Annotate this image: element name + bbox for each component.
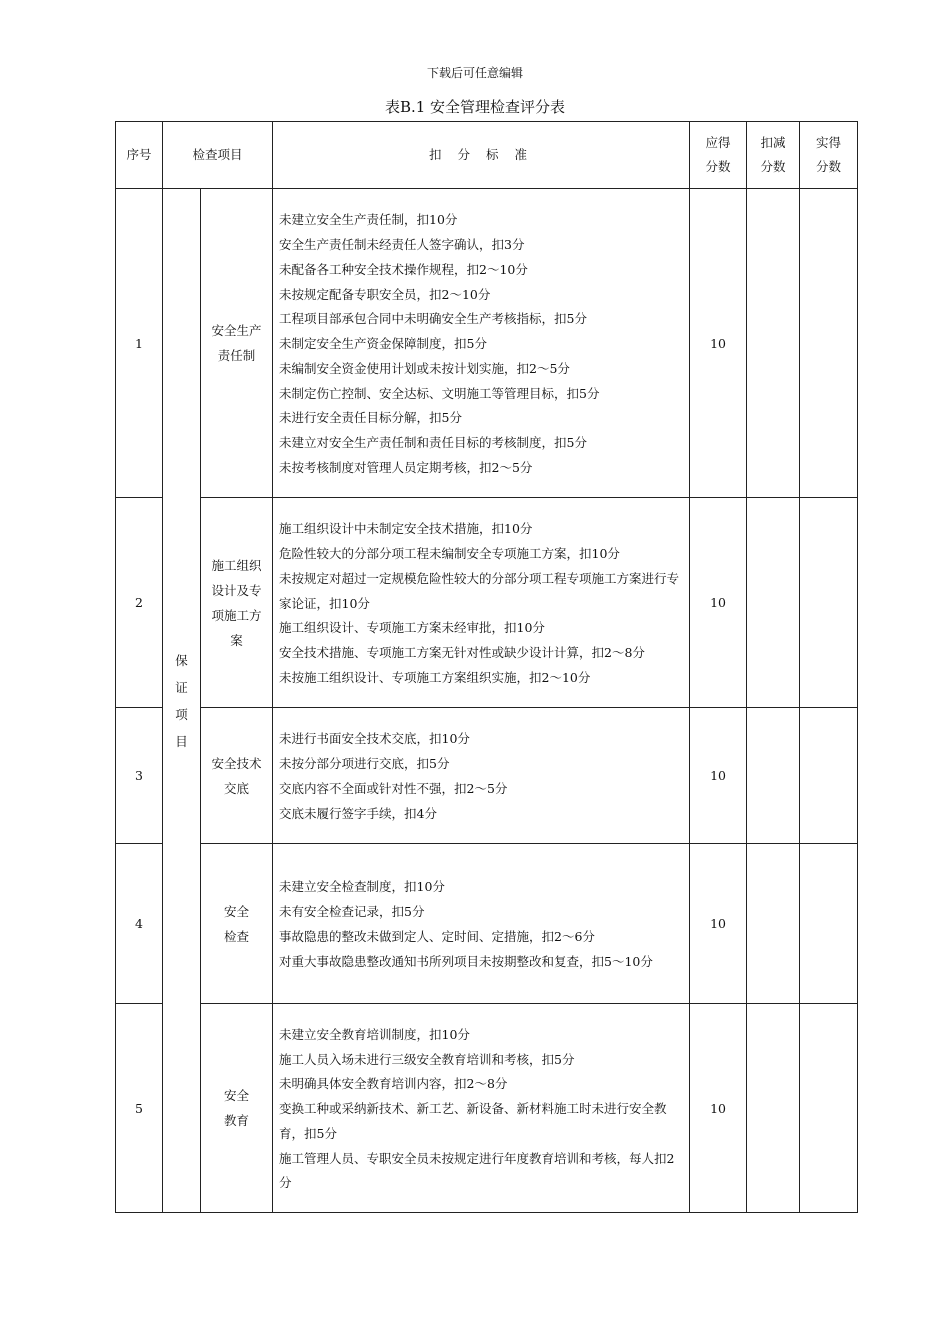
row-deduct-score[interactable]: [747, 498, 800, 708]
table-row: [116, 1004, 858, 1213]
criteria-line: 施工人员入场未进行三级安全教育培训和考核，扣5分: [279, 1051, 575, 1067]
criteria-line: 未按施工组织设计、专项施工方案组织实施，扣2～10分: [279, 669, 591, 685]
criteria-line: 未按规定配备专职安全员，扣2～10分: [279, 286, 491, 302]
header-check-item: 检查项目: [163, 122, 273, 189]
row-due-score: 10: [690, 498, 747, 708]
row-criteria: [273, 708, 690, 844]
row-item-label: 安全检查: [223, 903, 249, 944]
table-row: [116, 708, 858, 844]
row-item: [201, 1004, 273, 1213]
criteria-line: 未配备各工种安全技术操作规程，扣2～10分: [279, 261, 528, 277]
criteria-line: 未建立安全检查制度，扣10分: [279, 879, 445, 895]
row-item: [201, 189, 273, 498]
criteria-line: 未编制安全资金使用计划或未按计划实施，扣2～5分: [279, 360, 570, 376]
header-due-score: [690, 122, 747, 189]
row-criteria: [273, 844, 690, 1004]
table-row: [116, 189, 858, 498]
criteria-line: 未建立安全生产责任制，扣10分: [279, 212, 458, 228]
header-actual-score: [800, 122, 858, 189]
criteria-line: 未按考核制度对管理人员定期考核，扣2～5分: [279, 460, 533, 476]
row-due-score: 10: [690, 844, 747, 1004]
row-due-score: 10: [690, 708, 747, 844]
row-item: [201, 844, 273, 1004]
header-seq: 序号: [116, 122, 163, 189]
row-criteria: [273, 1004, 690, 1213]
criteria-line: 事故隐患的整改未做到定人、定时间、定措施，扣2～6分: [279, 929, 595, 944]
row-actual-score[interactable]: [800, 708, 858, 844]
criteria-line: 未进行安全责任目标分解，扣5分: [279, 410, 462, 426]
criteria-line: 施工管理人员、专职安全员未按规定进行年度教育培训和考核，每人扣2分: [279, 1150, 675, 1191]
row-actual-score[interactable]: [800, 1004, 858, 1213]
document-title: 表B.1 安全管理检查评分表: [384, 98, 566, 116]
row-actual-score[interactable]: [800, 498, 858, 708]
row-item-label: 安全教育: [223, 1088, 249, 1128]
header-actual-line2: 分数: [816, 159, 842, 174]
criteria-line: 未制定伤亡控制、安全达标、文明施工等管理目标，扣5分: [279, 385, 600, 401]
criteria-line: 未建立安全教育培训制度，扣10分: [279, 1026, 470, 1042]
criteria-line: 安全技术措施、专项施工方案无针对性或缺少设计计算，扣2～8分: [279, 645, 645, 661]
criteria-line: 未明确具体安全教育培训内容，扣2～8分: [279, 1076, 508, 1092]
criteria-line: 未进行书面安全技术交底，扣10分: [279, 731, 470, 747]
row-item: [201, 708, 273, 844]
row-item-label: 施工组织设计及专项施工方案: [211, 557, 262, 648]
row-deduct-score[interactable]: [747, 1004, 800, 1213]
row-deduct-score[interactable]: [747, 708, 800, 844]
criteria-line: 安全生产责任制未经责任人签字确认，扣3分: [279, 236, 525, 252]
row-seq: 5: [116, 1004, 163, 1213]
row-actual-score[interactable]: [800, 844, 858, 1004]
row-due-score: 10: [690, 189, 747, 498]
header-deduct-score: [747, 122, 800, 189]
row-due-score: 10: [690, 1004, 747, 1213]
criteria-line: 危险性较大的分部分项工程未编制安全专项施工方案，扣10分: [279, 546, 620, 561]
criteria-line: 工程项目部承包合同中未明确安全生产考核指标，扣5分: [279, 311, 587, 327]
row-item-label: 安全技术交底: [211, 755, 262, 796]
header-deduct-line2: 分数: [760, 159, 786, 174]
criteria-line: 施工组织设计、专项施工方案未经审批，扣10分: [279, 620, 545, 636]
criteria-line: 未按规定对超过一定规模危险性较大的分部分项工程专项施工方案进行专家论证，扣10分: [279, 570, 680, 611]
row-seq: 2: [116, 498, 163, 708]
header-deduct-line1: 扣减: [760, 135, 786, 150]
header-due-score-line1: 应得: [705, 135, 731, 150]
criteria-line: 未建立对安全生产责任制和责任目标的考核制度，扣5分: [279, 435, 587, 451]
criteria-line: 交底内容不全面或针对性不强，扣2～5分: [279, 781, 508, 796]
category-cell: [163, 189, 201, 1213]
criteria-line: 交底未履行签字手续，扣4分: [279, 805, 437, 821]
criteria-line: 未有安全检查记录，扣5分: [279, 904, 425, 920]
row-item-label: 安全生产责任制: [211, 323, 262, 363]
row-item: [201, 498, 273, 708]
header-criteria: 扣 分 标 准: [273, 122, 690, 189]
header-note: 下载后可任意编辑: [426, 66, 523, 80]
criteria-line: 变换工种或采纳新技术、新工艺、新设备、新材料施工时未进行安全教育，扣5分: [279, 1101, 667, 1141]
criteria-line: 施工组织设计中未制定安全技术措施，扣10分: [279, 521, 533, 537]
category-label: 保证项目: [175, 652, 188, 749]
header-actual-line1: 实得: [816, 135, 842, 150]
row-criteria: [273, 498, 690, 708]
safety-management-score-table: [115, 121, 858, 1213]
row-seq: 1: [116, 189, 163, 498]
header-due-score-line2: 分数: [705, 159, 731, 174]
row-seq: 3: [116, 708, 163, 844]
row-actual-score[interactable]: [800, 189, 858, 498]
table-row: [116, 498, 858, 708]
criteria-line: 对重大事故隐患整改通知书所列项目未按期整改和复查，扣5～10分: [279, 953, 653, 969]
row-deduct-score[interactable]: [747, 844, 800, 1004]
row-seq: 4: [116, 844, 163, 1004]
row-criteria: [273, 189, 690, 498]
row-deduct-score[interactable]: [747, 189, 800, 498]
criteria-line: 未制定安全生产资金保障制度，扣5分: [279, 336, 487, 352]
criteria-line: 未按分部分项进行交底，扣5分: [279, 756, 450, 772]
table-row: [116, 844, 858, 1004]
table-header-row: [116, 122, 858, 189]
